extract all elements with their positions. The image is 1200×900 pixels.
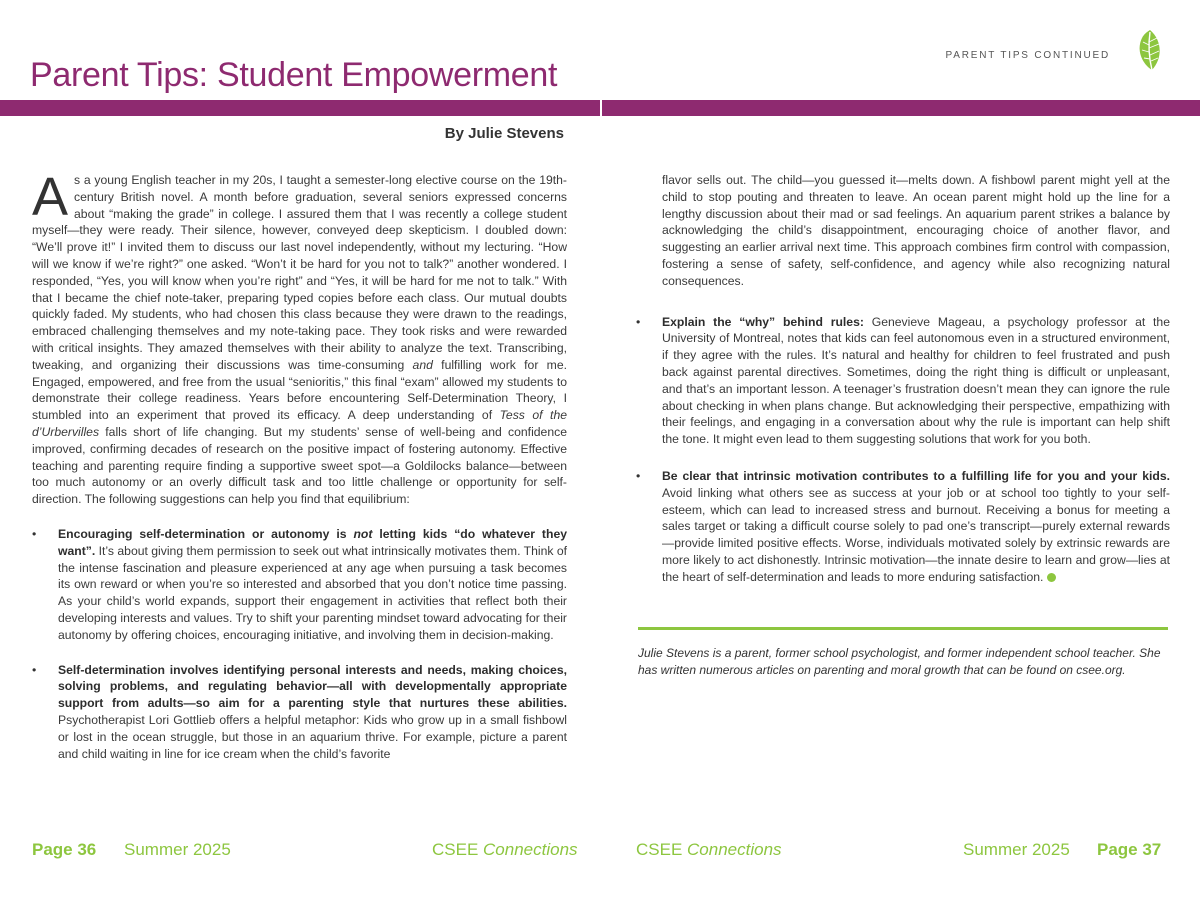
leaf-icon: [1130, 28, 1164, 74]
tip-3-lead: Explain the “why” behind rules:: [662, 314, 864, 329]
intro-text-3: falls short of life changing. But my students’ sense of well-being and confidence improved, confirming decades of research on the positive impact of fostering autonomy. Effective teaching and parenting require finding a supportive sweet spot—a Goldilocks balance—between too much autonomy or an overly difficult task and too little challenge or opportunity for self-direction. The following suggestions can help you find that equilibrium:: [32, 424, 567, 507]
right-page: [600, 0, 1200, 900]
tip-2-body: Psychotherapist Lori Gottlieb offers a helpful metaphor: Kids who grow up in a small fishbowl or lost in the ocean struggle, but those in an aquarium thrive. For example, picture a parent and child waiting in line for ice cream when the child’s favorite: [58, 712, 567, 761]
tips-list-left: [32, 526, 567, 762]
tip-1-emphasis: not: [353, 526, 373, 541]
tip-3-body: Genevieve Mageau, a psychology professor at the University of Montreal, notes that kids can feel autonomous even in a structured environment, if they agree with the rules. It’s natural and healthy for children to feel frustrated and push back against parental directives. Sometimes, doing the right thing is difficult or unpleasant, and that’s an important lesson. A teenager’s frustration doesn’t mean they can ignore the rule about checking in when plans change. But acknowledging their perspective, empathizing with their feelings, and engaging in a conversation about why the rule is important can help shift the tone. It might even lead to them suggesting solutions that work for you both.: [662, 314, 1170, 447]
intro-text-1: s a young English teacher in my 20s, I taught a semester-long elective course on the 19th-century British novel. A month before graduation, several seniors expressed concerns about “making the grade” in college. I assured them that I was recently a college student myself—they were ready. Their silence, however, conveyed deep skepticism. I doubled down: “We’ll prove it!” I invited them to discuss our last novel independently, without my lecturing. “How will we know if we’re right?” one asked. “Won’t it be hard for you not to talk?” another wondered. I responded, “Yes, you will know when you’re right” and “Yes, it will be hard for me not to talk.” With that I became the chief note-taker, preparing typed copies before each class. Our mutual doubts quickly faded. My students, who had chosen this class because they were drawn to the readings, embraced challenging themselves and my note-taking pace. They took risks and were rewarded with critical insights. They amazed themselves with their ability to analyze the text. Transcribing, tweaking, and organizing their discussions was time-consuming: [32, 173, 567, 372]
tip-item: [636, 314, 1170, 448]
title-band-left: [0, 100, 600, 116]
footer-publication-left: CSEE Connections: [432, 840, 578, 859]
tip-2-continued: flavor sells out. The child—you guessed it—melts down. A fishbowl parent might yell at the child to stop pouting and threaten to leave. An ocean parent might hold up the line for a lengthy discussion about their mad or sad feelings. An aquarium parent strikes a balance by acknowledging the child’s disappointment, encouraging choice of another flavor, and suggesting an earlier arrival next time. This approach combines firm control with compassion, fostering a sense of safety, self-confidence, and agency while also recognizing natural consequences.: [662, 173, 1170, 288]
end-mark-icon: [1047, 573, 1056, 582]
tip-4-lead: Be clear that intrinsic motivation contributes to a fulfilling life for you and your kids.: [662, 468, 1170, 483]
intro-paragraph: [32, 167, 568, 508]
tips-list-right: [636, 314, 1170, 586]
footer-season-left: Summer 2025: [124, 840, 231, 859]
title-band-right: [602, 100, 1200, 116]
book-title: Tess of the d’Urbervilles: [32, 408, 568, 439]
footer-publication-right: CSEE Connections: [636, 840, 782, 859]
byline: By Julie Stevens: [444, 125, 564, 142]
tip-item: [32, 662, 567, 763]
tip-1-lead: Encouraging self-determination or autonomy is not letting kids “do whatever they want”.: [58, 526, 567, 558]
right-column: [636, 172, 1170, 586]
bio-divider: [638, 627, 1168, 630]
author-bio: Julie Stevens is a parent, former school psychologist, and former independent school teacher. She has written numerous articles on parenting and moral growth that can be found on csee.org.: [638, 646, 1161, 677]
tip-item: [636, 468, 1170, 586]
footer-page-number-left: Page 36: [32, 840, 97, 859]
drop-cap: A: [32, 167, 69, 227]
intro-text-2: fulfilling work for me. Engaged, empowered, and free from the usual “senioritis,” this final “exam” allowed my students to demonstrate their college readiness. Years before encountering Self-Determination Theory, I stumbled into an experiment that proved its efficacy. A deep understanding of: [32, 357, 567, 423]
left-column: [32, 167, 568, 762]
page-title: Parent Tips: Student Empowerment: [30, 56, 558, 94]
footer-season-right: Summer 2025: [963, 840, 1070, 859]
tip-4-body: Avoid linking what others see as success at your job or at school too tightly to your self-esteem, which can lead to increased stress and burnout. Receiving a bonus for meeting a sales target or taking a difficult course solely to pad one’s transcript—purely external rewards—provide limited positive effects. Worse, individuals motivated solely by extrinsic rewards are more likely to act dishonestly. Intrinsic motivation—the innate desire to learn and grow—lies at the heart of self-determination and leads to more enduring satisfaction.: [662, 485, 1170, 584]
tip-2-lead: Self-determination involves identifying personal interests and needs, making choices, solving problems, and regulating behavior—all with developmentally appropriate support from adults—so aim for a parenting style that nurtures these abilities.: [58, 662, 567, 711]
footer-page-number-right: Page 37: [1097, 840, 1162, 859]
tip-1-body: It’s about giving them permission to seek out what intrinsically motivates them. Think of the intense fascination and pleasure experienced at any age when pursuing a task becomes its own reward or when you’re so interested and absorbed that you don’t notice time passing. As your child’s world expands, support their engagement in activities that reflect both their developing interests and values. Try to shift your parenting mindset toward advocating for their autonomy by offering choices, encouraging initiative, and involving them in decision-making.: [58, 543, 567, 642]
tip-item: [32, 526, 567, 644]
intro-emphasis-and: and: [412, 357, 433, 372]
continued-label: PARENT TIPS CONTINUED: [945, 50, 1110, 61]
